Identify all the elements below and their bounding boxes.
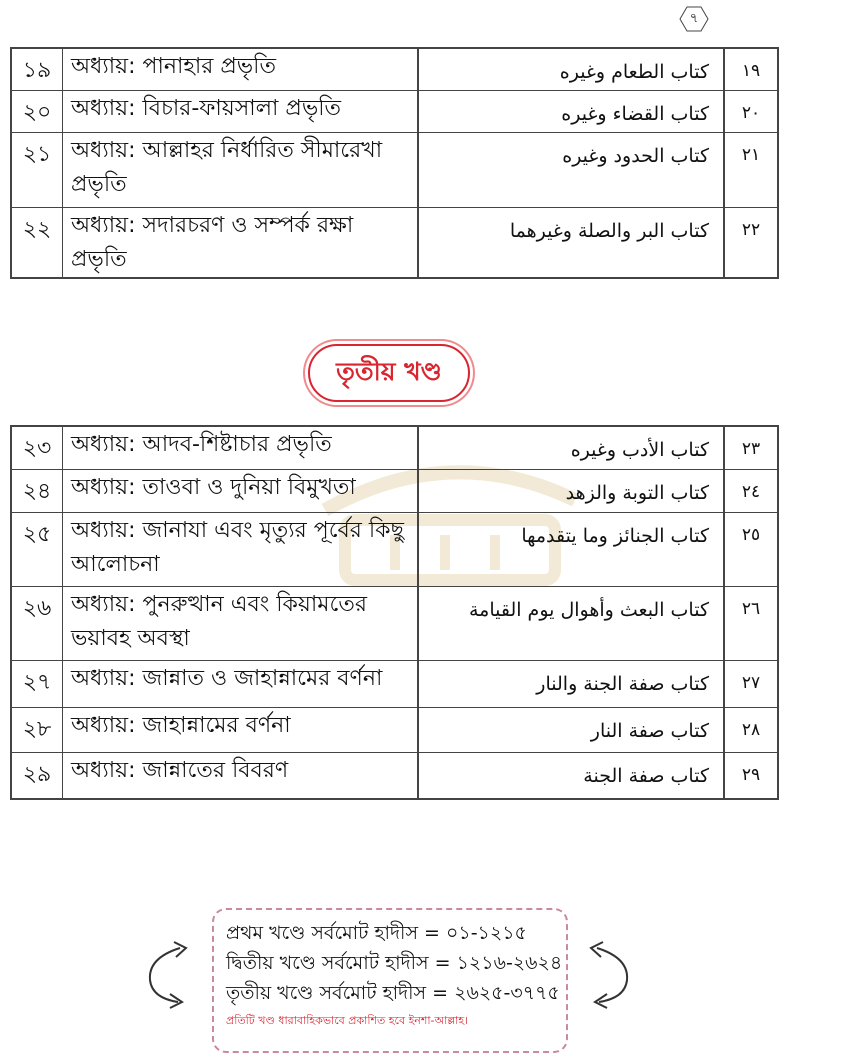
arabic-chapter-title: كتاب صفة الجنة bbox=[418, 752, 724, 799]
arabic-chapter-number: ٢٨ bbox=[724, 707, 778, 752]
bengali-chapter-number: ২৪ bbox=[11, 469, 63, 512]
volume-heading: তৃতীয় খণ্ড bbox=[336, 356, 442, 386]
arabic-chapter-number: ٢٣ bbox=[724, 426, 778, 469]
bengali-chapter-number: ২১ bbox=[11, 133, 63, 208]
arabic-chapter-title: كتاب الأدب وغيره bbox=[418, 426, 724, 469]
bengali-chapter-title: অধ্যায়: বিচার-ফায়সালা প্রভৃতি bbox=[63, 91, 419, 133]
arabic-chapter-number: ٢٩ bbox=[724, 752, 778, 799]
table-row bbox=[11, 91, 778, 133]
bengali-chapter-title: অধ্যায়: জান্নাতের বিবরণ bbox=[63, 752, 419, 799]
table-row bbox=[11, 707, 778, 752]
bengali-chapter-title: অধ্যায়: আল্লাহর নির্ধারিত সীমারেখা প্রভৃতি bbox=[63, 133, 419, 208]
bengali-chapter-number: ২৬ bbox=[11, 586, 63, 660]
bengali-chapter-number: ২৭ bbox=[11, 660, 63, 707]
bengali-chapter-number: ২৮ bbox=[11, 707, 63, 752]
bengali-chapter-number: ২৩ bbox=[11, 426, 63, 469]
arabic-chapter-number: ٢٦ bbox=[724, 586, 778, 660]
arabic-chapter-title: كتاب الحدود وغيره bbox=[418, 133, 724, 208]
table-row bbox=[11, 208, 778, 279]
publication-note: প্রতিটি খণ্ড ধারাবাহিকভাবে প্রকাশিত হবে ইনশা-আল্লাহ। bbox=[226, 1014, 469, 1027]
bengali-chapter-number: ২২ bbox=[11, 208, 63, 279]
summary-line: প্রথম খণ্ডে সর্বমোট হাদীস = ০১-১২১৫ bbox=[226, 922, 527, 944]
table-row bbox=[11, 48, 778, 91]
curved-arrow-right-icon bbox=[585, 940, 637, 1010]
volume-heading-badge bbox=[308, 344, 470, 402]
page-number bbox=[679, 6, 709, 32]
arabic-chapter-title: كتاب صفة النار bbox=[418, 707, 724, 752]
curved-arrow-left-icon bbox=[140, 940, 192, 1010]
bengali-chapter-number: ২৯ bbox=[11, 752, 63, 799]
bengali-chapter-title: অধ্যায়: তাওবা ও দুনিয়া বিমুখতা bbox=[63, 469, 419, 512]
arabic-chapter-title: كتاب البر والصلة وغيرهما bbox=[418, 208, 724, 279]
arabic-chapter-title: كتاب البعث وأهوال يوم القيامة bbox=[418, 586, 724, 660]
table-row bbox=[11, 752, 778, 799]
table-row bbox=[11, 469, 778, 512]
summary-line: দ্বিতীয় খণ্ডে সর্বমোট হাদীস = ১২১৬-২৬২৪ bbox=[226, 952, 563, 974]
arabic-chapter-number: ٢٥ bbox=[724, 512, 778, 586]
bengali-chapter-number: ২৫ bbox=[11, 512, 63, 586]
arabic-chapter-title: كتاب القضاء وغيره bbox=[418, 91, 724, 133]
chapter-table-volume-3 bbox=[10, 425, 779, 800]
bengali-chapter-number: ১৯ bbox=[11, 48, 63, 91]
bengali-chapter-title: অধ্যায়: পুনরুত্থান এবং কিয়ামতের ভয়াবহ অবস্থা bbox=[63, 586, 419, 660]
bengali-chapter-title: অধ্যায়: আদব-শিষ্টাচার প্রভৃতি bbox=[63, 426, 419, 469]
arabic-chapter-title: كتاب التوبة والزهد bbox=[418, 469, 724, 512]
arabic-chapter-number: ٢٧ bbox=[724, 660, 778, 707]
page-number-text: ৭ bbox=[689, 10, 699, 26]
summary-line: তৃতীয় খণ্ডে সর্বমোট হাদীস = ২৬২৫-৩৭৭৫ bbox=[226, 982, 560, 1004]
arabic-chapter-title: كتاب الجنائز وما يتقدمها bbox=[418, 512, 724, 586]
arabic-chapter-title: كتاب صفة الجنة والنار bbox=[418, 660, 724, 707]
arabic-chapter-number: ٢٤ bbox=[724, 469, 778, 512]
table-row bbox=[11, 426, 778, 469]
bengali-chapter-title: অধ্যায়: জান্নাত ও জাহান্নামের বর্ণনা bbox=[63, 660, 419, 707]
bengali-chapter-title: অধ্যায়: জাহান্নামের বর্ণনা bbox=[63, 707, 419, 752]
table-row bbox=[11, 586, 778, 660]
table-row bbox=[11, 133, 778, 208]
arabic-chapter-number: ١٩ bbox=[724, 48, 778, 91]
chapter-table-volume-2 bbox=[10, 47, 779, 279]
bengali-chapter-title: অধ্যায়: পানাহার প্রভৃতি bbox=[63, 48, 419, 91]
bengali-chapter-title: অধ্যায়: জানাযা এবং মৃত্যুর পূর্বের কিছু আলোচনা bbox=[63, 512, 419, 586]
bengali-chapter-number: ২০ bbox=[11, 91, 63, 133]
arabic-chapter-number: ٢٢ bbox=[724, 208, 778, 279]
arabic-chapter-number: ٢٠ bbox=[724, 91, 778, 133]
arabic-chapter-number: ٢١ bbox=[724, 133, 778, 208]
arabic-chapter-title: كتاب الطعام وغيره bbox=[418, 48, 724, 91]
table-row bbox=[11, 660, 778, 707]
bengali-chapter-title: অধ্যায়: সদারচরণ ও সম্পর্ক রক্ষা প্রভৃতি bbox=[63, 208, 419, 279]
table-row bbox=[11, 512, 778, 586]
hadith-count-summary bbox=[212, 908, 568, 1053]
